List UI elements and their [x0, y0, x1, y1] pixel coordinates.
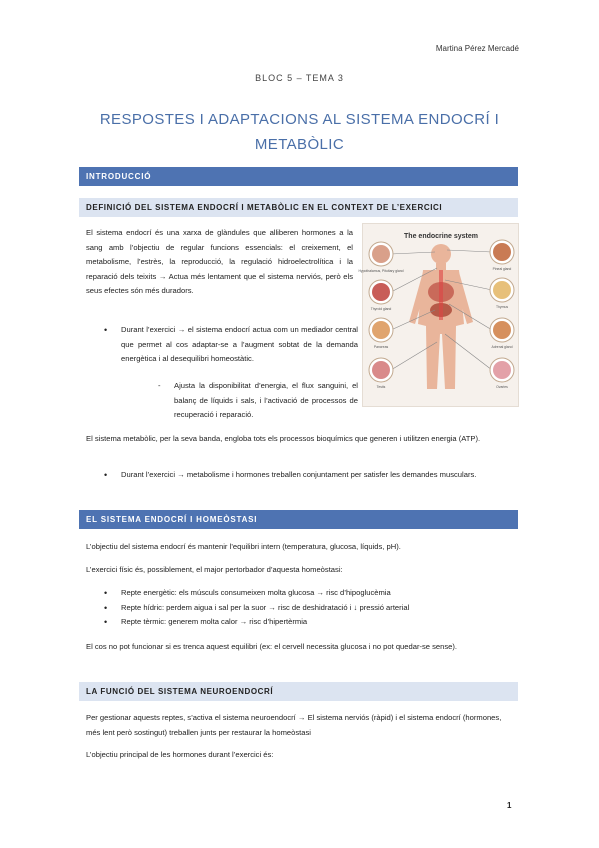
list-item: • Durant l’exercici → metabolisme i hormones treballen conjuntament per satisfer les demandes musculars.	[104, 468, 516, 483]
svg-text:Hypothalamus, Pituitary gland: Hypothalamus, Pituitary gland	[358, 269, 404, 273]
page-number: 1	[507, 801, 512, 810]
list-item: • Repte tèrmic: generem molta calor → risc d’hipertèrmia	[104, 615, 516, 630]
endocrine-illustration	[358, 224, 520, 408]
endocrine-system-figure	[358, 223, 519, 407]
section-heading-homeostasi: EL SISTEMA ENDOCRÍ I HOMEÒSTASI	[79, 510, 518, 529]
list-item: • Repte energètic: els músculs consumeixen molta glucosa → risc d’hipoglucèmia	[104, 586, 516, 601]
subsection-heading-definicio: DEFINICIÓ DEL SISTEMA ENDOCRÍ I METABÒLIC EN EL CONTEXT DE L’EXERCICI	[79, 198, 518, 217]
intro-paragraph: El sistema endocrí és una xarxa de glàndules que alliberen hormones a la sang amb l’objectiu de regular funcions essencials: el creixement, el metabolisme, l’estrès, la reproducció, la regulació hidroelectrolítica i la reparació dels teixits → Actua més lentament que el sistema nerviós, però els seus efectes són més duradors.	[86, 228, 353, 296]
page-title: RESPOSTES I ADAPTACIONS AL SISTEMA ENDOCRÍ I METABÒLIC	[99, 111, 500, 153]
metabolic-bullet-list	[104, 468, 516, 483]
svg-text:Testis: Testis	[376, 385, 386, 389]
section-heading-introduccio: INTRODUCCIÓ	[79, 167, 518, 186]
section-heading-neuroendocri: LA FUNCIÓ DEL SISTEMA NEUROENDOCRÍ	[79, 682, 518, 701]
homeostasi-paragraph-2: L’exercici físic és, possiblement, el major pertorbador d’aquesta homeòstasi:	[86, 565, 343, 574]
list-item: • Durant l’exercici → el sistema endocrí actua com un mediador central que permet al cos adaptar-se a l’augment sobtat de la demanda energètica i al desequilibri homeostàtic.	[104, 323, 358, 367]
vessel-shape	[439, 270, 443, 320]
author-name: Martina Pérez Mercadé	[435, 44, 519, 53]
body-neck-shape	[436, 263, 446, 270]
svg-text:Pineal gland: Pineal gland	[492, 267, 512, 271]
list-item: • Repte hídric: perdem aigua i sal per la suor → risc de deshidratació i ↓ pressió arterial	[104, 601, 516, 616]
homeostasi-paragraph-3: El cos no pot funcionar si es trenca aquest equilibri (ex: el cervell necessita glucosa i no pot quedar-se sense).	[86, 642, 458, 651]
svg-text:Thyroid gland: Thyroid gland	[370, 307, 392, 311]
svg-text:Thymus: Thymus	[495, 305, 509, 309]
svg-text:Ovaries: Ovaries	[496, 385, 508, 389]
sub-item-text: Ajusta la disponibilitat d’energia, el flux sanguini, el balanç de líquids i sals, i l’activació de processos de recuperació i reparació.	[174, 381, 358, 420]
bloc-label: BLOC 5 – TEMA 3	[255, 73, 344, 83]
homeostasi-paragraph-1: L’objectiu del sistema endocrí és mantenir l’equilibri intern (temperatura, glucosa, líquids, pH).	[86, 542, 401, 551]
svg-text:Pancreas: Pancreas	[373, 345, 389, 349]
neuro-paragraph-1: Per gestionar aquests reptes, s’activa el sistema neuroendocrí → El sistema nerviós (ràpid) i el sistema endocrí (hormones, més lent però sostingut) treballen junts per restaurar la homeòstasi	[86, 713, 502, 737]
svg-text:Adrenal gland: Adrenal gland	[491, 345, 513, 349]
metabolic-paragraph: El sistema metabòlic, per la seva banda, engloba tots els processos bioquímics que generen i utilitzen energia (ATP).	[86, 434, 481, 443]
intro-sub-item	[158, 379, 358, 423]
intro-bullet-list	[104, 323, 358, 367]
body-head-shape	[431, 244, 451, 264]
figure-title: The endocrine system	[404, 233, 478, 240]
dash-marker: -	[158, 381, 161, 390]
homeostasi-bullet-list	[104, 586, 516, 630]
neuro-paragraph-2: L’objectiu principal de les hormones durant l’exercici és:	[86, 750, 274, 759]
